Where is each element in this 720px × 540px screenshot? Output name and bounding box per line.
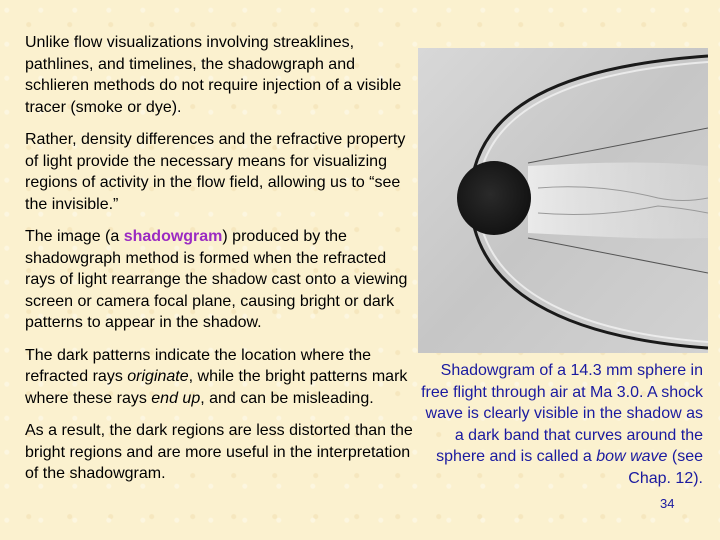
paragraph-4-text-mid: , while the bright patterns mark where these rays bbox=[25, 368, 408, 407]
paragraph-2 bbox=[25, 129, 417, 215]
sphere bbox=[457, 161, 531, 235]
shadowgram-illustration bbox=[418, 48, 708, 353]
paragraph-3 bbox=[25, 226, 417, 334]
shadowgram-image bbox=[418, 48, 708, 353]
paragraph-2-text: Rather, density differences and the refractive property of light provide the necessary means for visualizing regions of activity in the flow field, allowing us to “see the invisible.” bbox=[25, 131, 406, 213]
paragraph-4-text-end: , and can be misleading. bbox=[200, 389, 374, 407]
paragraph-1 bbox=[25, 32, 417, 118]
body-text bbox=[25, 32, 417, 496]
paragraph-1-text: Unlike flow visualizations involving streaklines, pathlines, and timelines, the shadowgraph and schlieren methods do not require injection of a visible tracer (smoke or dye). bbox=[25, 34, 402, 116]
originate-term: originate bbox=[127, 368, 189, 385]
page-number: 34 bbox=[660, 496, 675, 511]
paragraph-5-text: As a result, the dark regions are less distorted than the bright regions and are more useful in the interpretation of the shadowgram. bbox=[25, 422, 413, 482]
figure-caption bbox=[413, 360, 703, 489]
paragraph-4-text: The dark patterns indicate the location where the refracted rays bbox=[25, 346, 371, 385]
paragraph-3-text: The image (a bbox=[25, 228, 124, 245]
caption-text: Shadowgram of a 14.3 mm sphere in free flight through air at Ma 3.0. A shock wave is clearly visible in the shadow as a dark band that curves around the sphere and is called a bbox=[421, 362, 703, 465]
paragraph-3-text-rest: ) produced by the shadowgraph method is formed when the refracted rays of light rearrange the shadow cast onto a viewing screen or camera focal plane, causing bright or dark patterns to appear in the shadow. bbox=[25, 228, 408, 331]
caption-text-end: (see Chap. 12). bbox=[628, 448, 703, 487]
paragraph-4 bbox=[25, 345, 417, 410]
end-up-term: end up bbox=[151, 389, 201, 407]
paragraph-5 bbox=[25, 420, 417, 485]
shadowgram-term: shadowgram bbox=[123, 228, 223, 245]
bow-wave-term: bow wave bbox=[596, 448, 668, 465]
